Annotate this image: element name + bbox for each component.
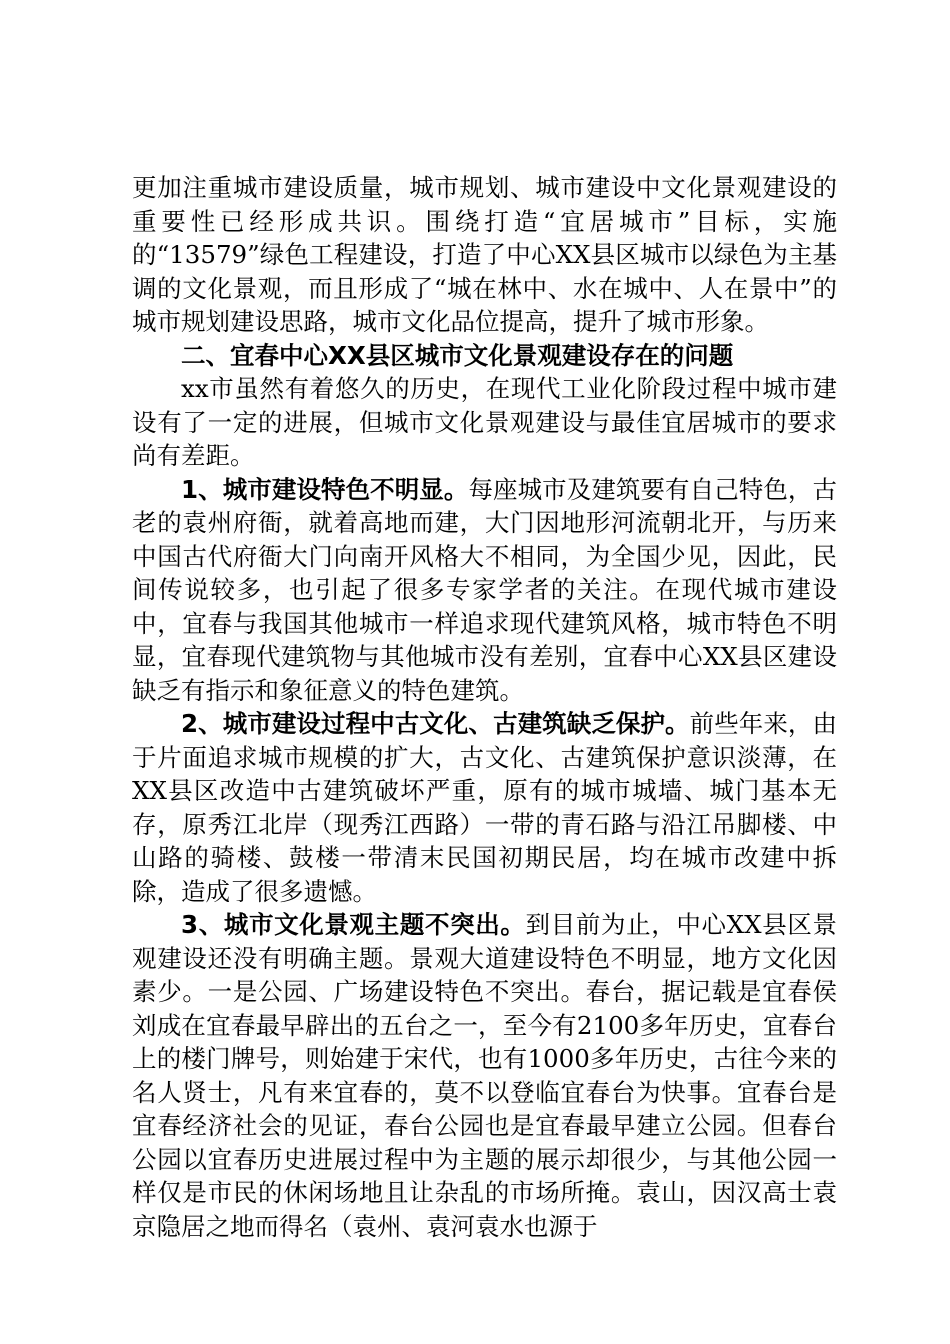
document-page: [132, 171, 837, 1243]
item-3-body: 到目前为止，中心XX县区景观建设还没有明确主题。景观大道建设特色不明显，地方文化因素少。一是公园、广场建设特色不突出。春台，据记载是宜春侯刘成在宜春最早辟出的五台之一，至今有2100多年历史，宜春台上的楼门牌号，则始建于宋代，也有1000多年历史，古往今来的名人贤士，凡有来宜春的，莫不以登临宜春台为快事。宜春台是宜春经济社会的见证，春台公园也是宜春最早建立公园。但春台公园以宜春历史进展过程中为主题的展示却很少，与其他公园一样仅是市民的休闲场地且让杂乱的市场所掩。袁山，因汉高士袁京隐居之地而得名（袁州、袁河袁水也源于: [132, 910, 837, 1241]
overview-paragraph: xx市虽然有着悠久的历史，在现代工业化阶段过程中城市建设有了一定的进展，但城市文化景观建设与最佳宜居城市的要求尚有差距。: [132, 374, 837, 470]
item-1-paragraph: [132, 473, 837, 708]
item-1-lead: 1、城市建设特色不明显。: [181, 474, 469, 504]
item-2-lead: 2、城市建设过程中古文化、古建筑缺乏保护。: [181, 709, 690, 738]
item-3-lead: 3、城市文化景观主题不突出。: [181, 910, 526, 939]
section-heading: 二、宜春中心XX县区城市文化景观建设存在的问题: [181, 340, 734, 370]
intro-paragraph: 更加注重城市建设质量，城市规划、城市建设中文化景观建设的重要性已经形成共识。围绕打造“宜居城市”目标，实施的“13579”绿色工程建设，打造了中心XX县区城市以绿色为主基调的文化景观，而且形成了“城在林中、水在城中、人在景中”的城市规划建设思路，城市文化品位提高，提升了城市形象。: [132, 173, 837, 336]
item-2-body: 前些年来，由于片面追求城市规模的扩大，古文化、古建筑保护意识淡薄，在XX县区改造中古建筑破坏严重，原有的城市城墙、城门基本无存，原秀江北岸（现秀江西路）一带的青石路与沿江吊脚楼、中山路的骑楼、鼓楼一带清末民国初期民居，均在城市改建中拆除，造成了很多遗憾。: [132, 709, 837, 906]
item-1-body: 每座城市及建筑要有自己特色，古老的袁州府衙，就着高地而建，大门因地形河流朝北开，与历来中国古代府衙大门向南开风格大不相同，为全国少见，因此，民间传说较多，也引起了很多专家学者的关注。在现代城市建设中，宜春与我国其他城市一样追求现代建筑风格，城市特色不明显，宜春现代建筑物与其他城市没有差别，宜春中心XX县区建设缺乏有指示和象征意义的特色建筑。: [132, 474, 838, 705]
item-2-paragraph: [132, 707, 837, 908]
item-3-paragraph: [132, 908, 837, 1243]
